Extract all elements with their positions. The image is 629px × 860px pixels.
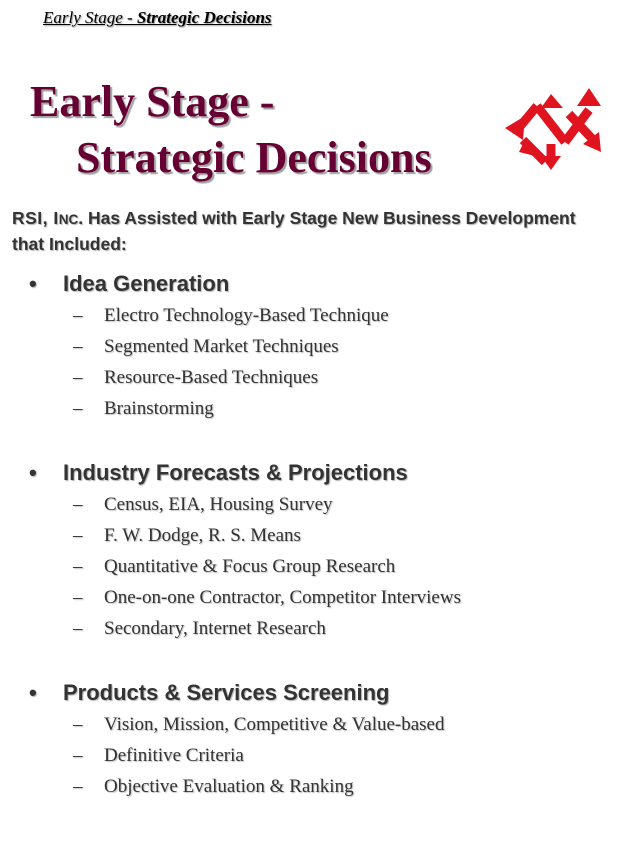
section-products-services (0, 677, 629, 802)
dash-icon: – (73, 525, 83, 546)
bullet-icon: • (29, 680, 37, 705)
dash-icon: – (73, 494, 83, 515)
list-item: – Brainstorming (0, 393, 629, 424)
dash-icon: – (73, 336, 83, 357)
list-item: – Census, EIA, Housing Survey (0, 489, 629, 520)
red-arrows-logo-icon (505, 84, 607, 170)
section-heading: Idea Generation (63, 271, 230, 296)
intro-text (12, 206, 612, 257)
list-item: – Quantitative & Focus Group Research (0, 551, 629, 582)
section-heading-row (0, 457, 629, 489)
list-item: – F. W. Dodge, R. S. Means (0, 520, 629, 551)
company-name-small-caps: NC (58, 212, 79, 227)
section-idea-generation (0, 268, 629, 424)
list-item: – Electro Technology-Based Technique (0, 300, 629, 331)
dash-icon: – (73, 587, 83, 608)
section-industry-forecasts (0, 457, 629, 644)
bullet-icon: • (29, 460, 37, 485)
section-heading-row (0, 268, 629, 300)
list-item: – Resource-Based Techniques (0, 362, 629, 393)
header-link-bold: Strategic Decisions (136, 8, 272, 27)
section-heading: Industry Forecasts & Projections (63, 460, 408, 485)
title-line-2: Strategic Decisions (76, 133, 432, 182)
list-item: – One-on-one Contractor, Competitor Interviews (0, 582, 629, 613)
dash-icon: – (73, 305, 83, 326)
page-title (30, 74, 432, 186)
list-item: – Vision, Mission, Competitive & Value-based (0, 709, 629, 740)
dash-icon: – (73, 776, 83, 797)
dash-icon: – (73, 618, 83, 639)
dash-icon: – (73, 714, 83, 735)
dash-icon: – (73, 367, 83, 388)
bullet-icon: • (29, 271, 37, 296)
dash-icon: – (73, 745, 83, 766)
header-link[interactable] (43, 8, 272, 28)
intro-statement: . Has Assisted with Early Stage New Business Development that Included: (12, 208, 576, 254)
section-heading: Products & Services Screening (63, 680, 390, 705)
title-line-1: Early Stage - (30, 77, 275, 126)
section-heading-row (0, 677, 629, 709)
dash-icon: – (73, 398, 83, 419)
company-name: RSI, I (12, 208, 59, 228)
dash-icon: – (73, 556, 83, 577)
list-item: – Secondary, Internet Research (0, 613, 629, 644)
list-item: – Definitive Criteria (0, 740, 629, 771)
header-link-text: Early Stage - (43, 8, 137, 27)
list-item: – Segmented Market Techniques (0, 331, 629, 362)
list-item: – Objective Evaluation & Ranking (0, 771, 629, 802)
